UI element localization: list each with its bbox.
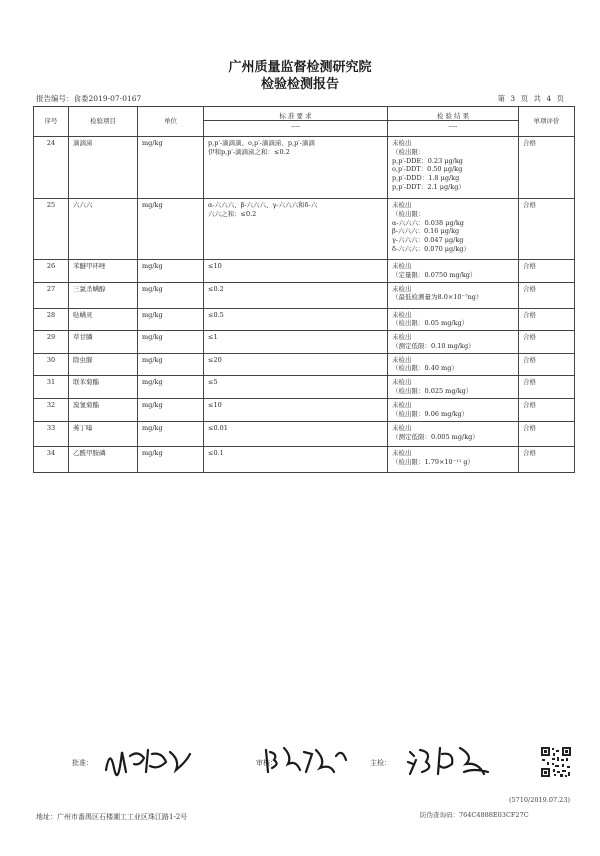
unit-cell: mg/kg: [138, 137, 204, 199]
result-cell: [388, 331, 519, 354]
item-cell: 除虫脲: [69, 353, 138, 376]
verdict-cell: 合格: [519, 331, 575, 354]
result-line: 未检出: [392, 310, 412, 319]
header-verdict: 单项评价: [519, 107, 575, 137]
result-line: （检出限：1.79×10⁻¹¹ g）: [392, 457, 475, 466]
item-cell: 滴滴涕: [69, 137, 138, 199]
header-item: 检验项目: [69, 107, 138, 137]
header-standard: [204, 107, 388, 137]
reviewer-signature: [262, 742, 352, 778]
result-line: β-六六六：0.16 μg/kg: [392, 227, 460, 236]
standard-line: p,p′-滴滴滴、o,p′-滴滴涕、p,p′-滴滴: [208, 139, 315, 147]
page-info: 第 3 页 共 4 页: [497, 94, 564, 103]
standard-cell: [204, 447, 388, 473]
result-line: 未检出: [392, 262, 412, 270]
standard-line: ≤0.2: [208, 284, 224, 293]
standard-line: ≤0.5: [208, 310, 224, 319]
report-title: 检验检测报告: [260, 77, 339, 92]
result-line: （检出限：0.05 mg/kg）: [392, 319, 469, 328]
result-line: （测定低限：0.005 mg/kg）: [392, 432, 479, 441]
result-line: （最低检测量为8.0×10⁻⁷ng）: [392, 293, 483, 302]
result-line: 未检出: [392, 139, 412, 147]
result-line: γ-六六六：0.047 μg/kg: [392, 236, 464, 245]
item-cell: 三氯杀螨醇: [69, 282, 138, 308]
result-cell: [388, 137, 519, 199]
item-cell: 哒螨灵: [69, 308, 138, 331]
seq-cell: 24: [34, 137, 69, 199]
standard-cell: [204, 399, 388, 422]
verdict-cell: 合格: [519, 199, 575, 260]
result-cell: [388, 399, 519, 422]
approver-label: 批准：: [72, 759, 93, 767]
table-row: [34, 137, 575, 199]
header-result-label: 检 验 结 果: [436, 111, 470, 120]
seq-cell: 33: [34, 422, 69, 447]
table-row: [34, 331, 575, 354]
verdict-cell: 合格: [519, 282, 575, 308]
verdict-cell: 合格: [519, 399, 575, 422]
table-row: [34, 260, 575, 283]
report-code: (5710/2019.07.23): [508, 796, 570, 804]
standard-line: ≤0.1: [208, 449, 224, 458]
inspection-table: [33, 106, 575, 473]
standard-line: ≤10: [208, 262, 222, 270]
unit-cell: mg/kg: [138, 399, 204, 422]
institute-title: 广州质量监督检测研究院: [228, 60, 372, 75]
result-line: 未检出: [392, 424, 412, 433]
result-line: （检出限：: [392, 147, 425, 156]
unit-cell: mg/kg: [138, 376, 204, 399]
address: 地址：广州市番禺区石楼潮工工业区珠江路1-2号: [36, 813, 188, 821]
table-row: [34, 422, 575, 447]
verdict-cell: 合格: [519, 137, 575, 199]
verdict-cell: 合格: [519, 353, 575, 376]
standard-cell: [204, 376, 388, 399]
result-cell: [388, 422, 519, 447]
result-line: 未检出: [392, 333, 412, 342]
verdict-cell: 合格: [519, 308, 575, 331]
seq-cell: 32: [34, 399, 69, 422]
header-result-dashes: ----: [388, 120, 518, 131]
result-line: 未检出: [392, 201, 412, 209]
table-row: [34, 199, 575, 260]
inspector-label: 主检：: [370, 759, 391, 767]
result-cell: [388, 447, 519, 473]
result-line: （检出限：: [392, 209, 425, 218]
seq-cell: 30: [34, 353, 69, 376]
unit-cell: mg/kg: [138, 308, 204, 331]
result-cell: [388, 260, 519, 283]
standard-cell: [204, 199, 388, 260]
result-line: （检出限：0.40 mg）: [392, 364, 458, 373]
unit-cell: mg/kg: [138, 282, 204, 308]
standard-line: ≤5: [208, 378, 218, 387]
seq-cell: 25: [34, 199, 69, 260]
seq-cell: 27: [34, 282, 69, 308]
header-result: [388, 107, 519, 137]
result-cell: [388, 308, 519, 331]
result-cell: [388, 282, 519, 308]
result-line: p,p′-DDE：0.23 μg/kg: [392, 156, 463, 165]
table-row: [34, 353, 575, 376]
anti-fake-code: 防伪查询码：764C4888E03CF27C: [420, 811, 529, 819]
standard-line: ≤0.01: [208, 424, 228, 433]
item-cell: 草甘膦: [69, 331, 138, 354]
standard-line: ≤1: [208, 333, 218, 342]
verdict-cell: 合格: [519, 422, 575, 447]
table-row: [34, 376, 575, 399]
item-cell: 溴氰菊酯: [69, 399, 138, 422]
seq-cell: 31: [34, 376, 69, 399]
result-line: δ-六六六：0.070 μg/kg）: [392, 244, 470, 253]
approver-signature: [100, 742, 195, 778]
seq-cell: 28: [34, 308, 69, 331]
result-line: 未检出: [392, 284, 412, 293]
standard-line: 六六之和：≤0.2: [208, 209, 257, 218]
result-line: p,p′-DDT：2.1 μg/kg）: [392, 182, 465, 191]
unit-cell: mg/kg: [138, 447, 204, 473]
result-line: （定量限：0.0750 mg/kg）: [392, 270, 477, 279]
unit-cell: mg/kg: [138, 331, 204, 354]
item-cell: 六六六: [69, 199, 138, 260]
table-row: [34, 399, 575, 422]
standard-cell: [204, 422, 388, 447]
unit-cell: mg/kg: [138, 422, 204, 447]
item-cell: 联苯菊酯: [69, 376, 138, 399]
header-seq: 序号: [34, 107, 69, 137]
item-cell: 乙酰甲胺磷: [69, 447, 138, 473]
reviewer-label: 审核：: [256, 759, 277, 767]
unit-cell: mg/kg: [138, 353, 204, 376]
result-line: （检出限：9.06 mg/kg）: [392, 409, 469, 418]
seq-cell: 29: [34, 331, 69, 354]
header-standard-dashes: ----: [204, 120, 387, 131]
qr-code: [540, 746, 572, 778]
result-cell: [388, 199, 519, 260]
standard-line: ≤20: [208, 355, 222, 364]
item-cell: 苯醚甲环唑: [69, 260, 138, 283]
result-line: 未检出: [392, 401, 412, 410]
result-cell: [388, 376, 519, 399]
result-line: α-六六六：0.038 μg/kg: [392, 218, 464, 227]
table-row: [34, 447, 575, 473]
result-line: （测定低限：0.10 mg/kg）: [392, 341, 475, 350]
verdict-cell: 合格: [519, 447, 575, 473]
standard-cell: [204, 282, 388, 308]
result-line: 未检出: [392, 378, 412, 387]
standard-cell: [204, 260, 388, 283]
result-cell: [388, 353, 519, 376]
verdict-cell: 合格: [519, 376, 575, 399]
result-line: （检出限：0.025 mg/kg）: [392, 386, 473, 395]
header-standard-label: 标 准 要 求: [279, 111, 312, 120]
result-line: o,p′-DDT：0.50 μg/kg: [392, 165, 463, 174]
seq-cell: 34: [34, 447, 69, 473]
table-row: [34, 308, 575, 331]
seq-cell: 26: [34, 260, 69, 283]
inspector-signature: [404, 742, 494, 780]
standard-line: α-六六六、β-六六六、γ-六六六和δ-六: [208, 201, 318, 209]
standard-cell: [204, 137, 388, 199]
table-row: [34, 282, 575, 308]
unit-cell: mg/kg: [138, 260, 204, 283]
standard-cell: [204, 353, 388, 376]
header-unit: 单位: [138, 107, 204, 137]
standard-cell: [204, 308, 388, 331]
result-line: p,p′-DDD：1.8 μg/kg: [392, 174, 460, 183]
verdict-cell: 合格: [519, 260, 575, 283]
result-line: 未检出: [392, 449, 412, 458]
standard-line: 伊和p,p′-滴滴涕之和：≤0.2: [208, 147, 290, 156]
item-cell: 莠丁嗪: [69, 422, 138, 447]
result-line: 未检出: [392, 355, 412, 364]
standard-cell: [204, 331, 388, 354]
unit-cell: mg/kg: [138, 199, 204, 260]
report-number: 报告编号：食委2019-07-0167: [36, 94, 142, 103]
standard-line: ≤10: [208, 401, 222, 410]
